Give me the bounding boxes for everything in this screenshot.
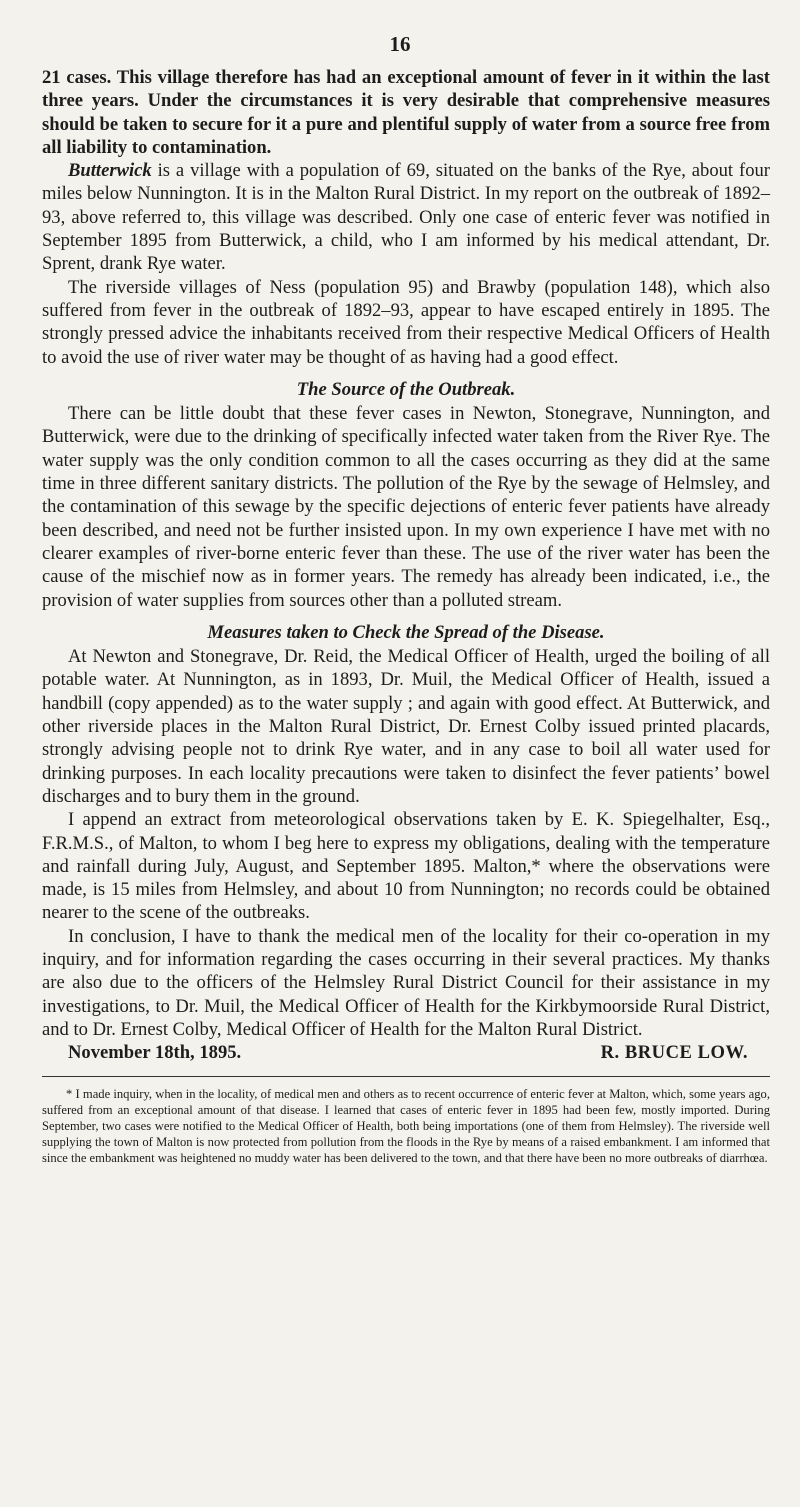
paragraph-conclusion: In conclusion, I have to thank the medical men of the locality for their co-operation in my inquiry, and for information regarding the cases occurring in their several practices. My thanks are also due to the officers of the Helmsley Rural District Council for their assistance in my investigations, to Dr. Muil, the Medical Officer of Health for the Kirkbymoorside Rural District, and to Dr. Ernest Colby, Medical Officer of Health for the Malton Rural District. [42, 925, 770, 1040]
signoff-author: R. BRUCE LOW. [600, 1042, 748, 1064]
paragraph-butterwick [42, 159, 770, 275]
footnote: * I made inquiry, when in the locality, of medical men and others as to recent occurrence of enteric fever at Malton, which, some years ago, suffered from an exceptional amount of that disease. I learned that cases of enteric fever in 1895 had been few, mostly imported. During September, two cases were notified to the Medical Officer of Health, both being importations (one of them from Helmsley). The riverside well supplying the town of Malton is now protected from pollution from the floods in the Rye by means of a raised embankment. I am informed that since the embankment was heightened no muddy water has been delivered to the town, and that there have been no more outbreaks of diarrhœa. [42, 1087, 770, 1165]
paragraph-butterwick-body: is a village with a population of 69, situated on the banks of the Rye, about four miles below Nunnington. It is in the Malton Rural District. In my report on the outbreak of 1892–93, above referred to, this village was described. Only one case of enteric fever was notified in September 1895 from Butterwick, a child, who I am informed by his medical attendant, Dr. Sprent, drank Rye water. [42, 160, 770, 275]
paragraph-meteorology: I append an extract from meteorological observations taken by E. K. Spiegelhalter, Esq., F.R.M.S., of Malton, to whom I beg here to express my obligations, dealing with the temperature and rainfall during July, August, and September 1895. Malton,* where the observations were made, is 15 miles from Helmsley, and about 10 from Nunnington; no records could be obtained nearer to the scene of the outbreaks. [42, 809, 770, 924]
signoff-date: November 18th, 1895. [68, 1042, 242, 1064]
footnote-divider [42, 1076, 770, 1077]
page-number: 16 [389, 32, 411, 56]
paragraph-measures: At Newton and Stonegrave, Dr. Reid, the Medical Officer of Health, urged the boiling of all potable water. At Nunnington, as in 1893, Dr. Muil, the Medical Officer of Health, issued a handbill (copy appended) as to the water supply ; and again with good effect. At Butterwick, and other riverside places in the Malton Rural District, Dr. Ernest Colby issued printed placards, strongly advising people not to drink Rye water, and in any case to boil all water used for drinking purposes. In each locality precautions were taken to disinfect the fever patients’ bowel discharges and to bury them in the ground. [42, 646, 770, 807]
section-heading-source: The Source of the Outbreak. [296, 378, 516, 400]
paragraph-newton-continuation: 21 cases. This village therefore has had an exceptional amount of fever in it within the last three years. Under the circumstances it is very desirable that comprehensive measures should be taken to secure for it a pure and plentiful supply of water from a source free from all liability to contamination. [42, 67, 770, 158]
paragraph-source: There can be little doubt that these fever cases in Newton, Stonegrave, Nunnington, and Butterwick, were due to the drinking of specifically infected water taken from the River Rye. The water supply was the only condition common to all the cases occurring as they did at the same time in three different sanitary districts. The pollution of the Rye by the sewage of Helmsley, and the contamination of this sewage by the specific dejections of enteric fever patients have already been described, and need not be further insisted upon. In my own experience I have met with no clearer examples of river-borne enteric fever than these. The use of the river water has been the cause of the mischief now as in former years. The remedy has already been indicated, i.e., the provision of water supplies from sources other than a polluted stream. [42, 403, 770, 611]
paragraph-ness-brawby: The riverside villages of Ness (population 95) and Brawby (population 148), which also suffered from fever in the outbreak of 1892–93, appear to have escaped entirely in 1895. The strongly pressed advice the inhabitants received from their respective Medical Officers of Health to avoid the use of river water may be thought of as having had a good effect. [42, 276, 770, 368]
paragraph-lead-butterwick: Butterwick [68, 160, 152, 182]
article-body [42, 66, 770, 1166]
signoff [42, 1041, 770, 1064]
section-heading-measures: Measures taken to Check the Spread of the Disease. [207, 621, 605, 643]
